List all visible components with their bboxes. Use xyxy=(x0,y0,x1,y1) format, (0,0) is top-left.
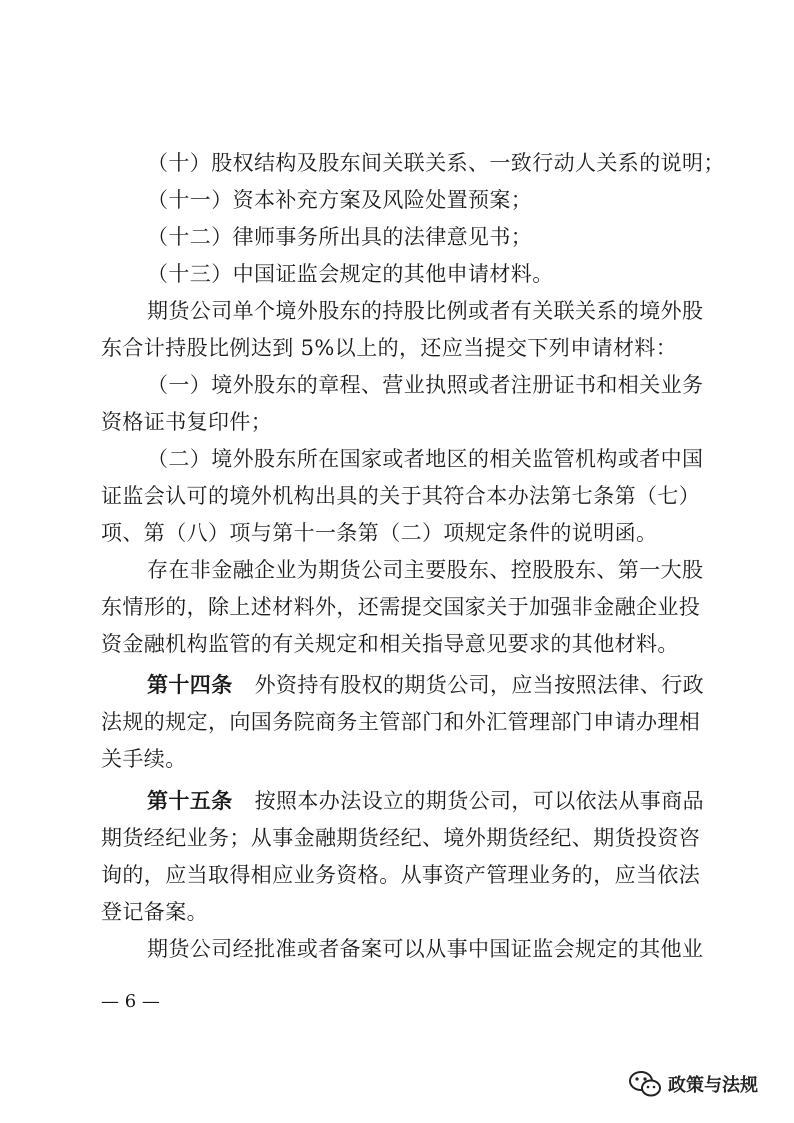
sub-item-2: （二）境外股东所在国家或者地区的相关监管机构或者中国 xyxy=(147,447,704,471)
watermark xyxy=(628,1066,758,1102)
item-10: （十）股权结构及股东间关联关系、一致行动人关系的说明； xyxy=(147,151,725,175)
article-15 xyxy=(147,787,704,815)
page-number: — 6 — xyxy=(101,991,160,1012)
paragraph-line: 法规的规定，向国务院商务主管部门和外汇管理部门申请办理相 xyxy=(101,710,701,734)
article-15-text: 按照本办法设立的期货公司，可以依法从事商品 xyxy=(254,789,705,813)
paragraph-line: 东合计持股比例达到 5%以上的，还应当提交下列申请材料： xyxy=(101,336,678,360)
sub-item-1-cont: 资格证书复印件； xyxy=(101,410,273,434)
paragraph-line: 登记备案。 xyxy=(101,900,208,924)
paragraph-line: 询的，应当取得相应业务资格。从事资产管理业务的，应当依法 xyxy=(101,863,701,887)
paragraph-line: 存在非金融企业为期货公司主要股东、控股股东、第一大股 xyxy=(147,558,704,582)
article-15-heading: 第十五条 xyxy=(147,788,233,813)
article-14-heading: 第十四条 xyxy=(147,672,233,697)
sub-item-2-cont: 证监会认可的境外机构出具的关于其符合本办法第七条第（七） xyxy=(101,484,701,508)
paragraph-line: 资金融机构监管的有关规定和相关指导意见要求的其他材料。 xyxy=(101,632,679,656)
paragraph-line: 期货公司单个境外股东的持股比例或者有关联关系的境外股 xyxy=(147,299,704,323)
item-11: （十一）资本补充方案及风险处置预案； xyxy=(147,188,533,212)
watermark-text: 政策与法规 xyxy=(668,1075,758,1096)
article-14-text: 外资持有股权的期货公司，应当按照法律、行政 xyxy=(254,673,705,697)
paragraph-line: 期货公司经批准或者备案可以从事中国证监会规定的其他业 xyxy=(147,937,704,961)
paragraph-line: 东情形的，除上述材料外，还需提交国家关于加强非金融企业投 xyxy=(101,595,701,619)
sub-item-2-cont: 项、第（八）项与第十一条第（二）项规定条件的说明函。 xyxy=(101,521,658,545)
paragraph-line: 关手续。 xyxy=(101,747,187,771)
item-12: （十二）律师事务所出具的法律意见书； xyxy=(147,225,533,249)
wechat-icon xyxy=(628,1069,662,1099)
sub-item-1: （一）境外股东的章程、营业执照或者注册证书和相关业务 xyxy=(147,373,704,397)
paragraph-line: 期货经纪业务；从事金融期货经纪、境外期货经纪、期货投资咨 xyxy=(101,826,701,850)
item-13: （十三）中国证监会规定的其他申请材料。 xyxy=(147,262,554,286)
article-14 xyxy=(147,671,704,699)
